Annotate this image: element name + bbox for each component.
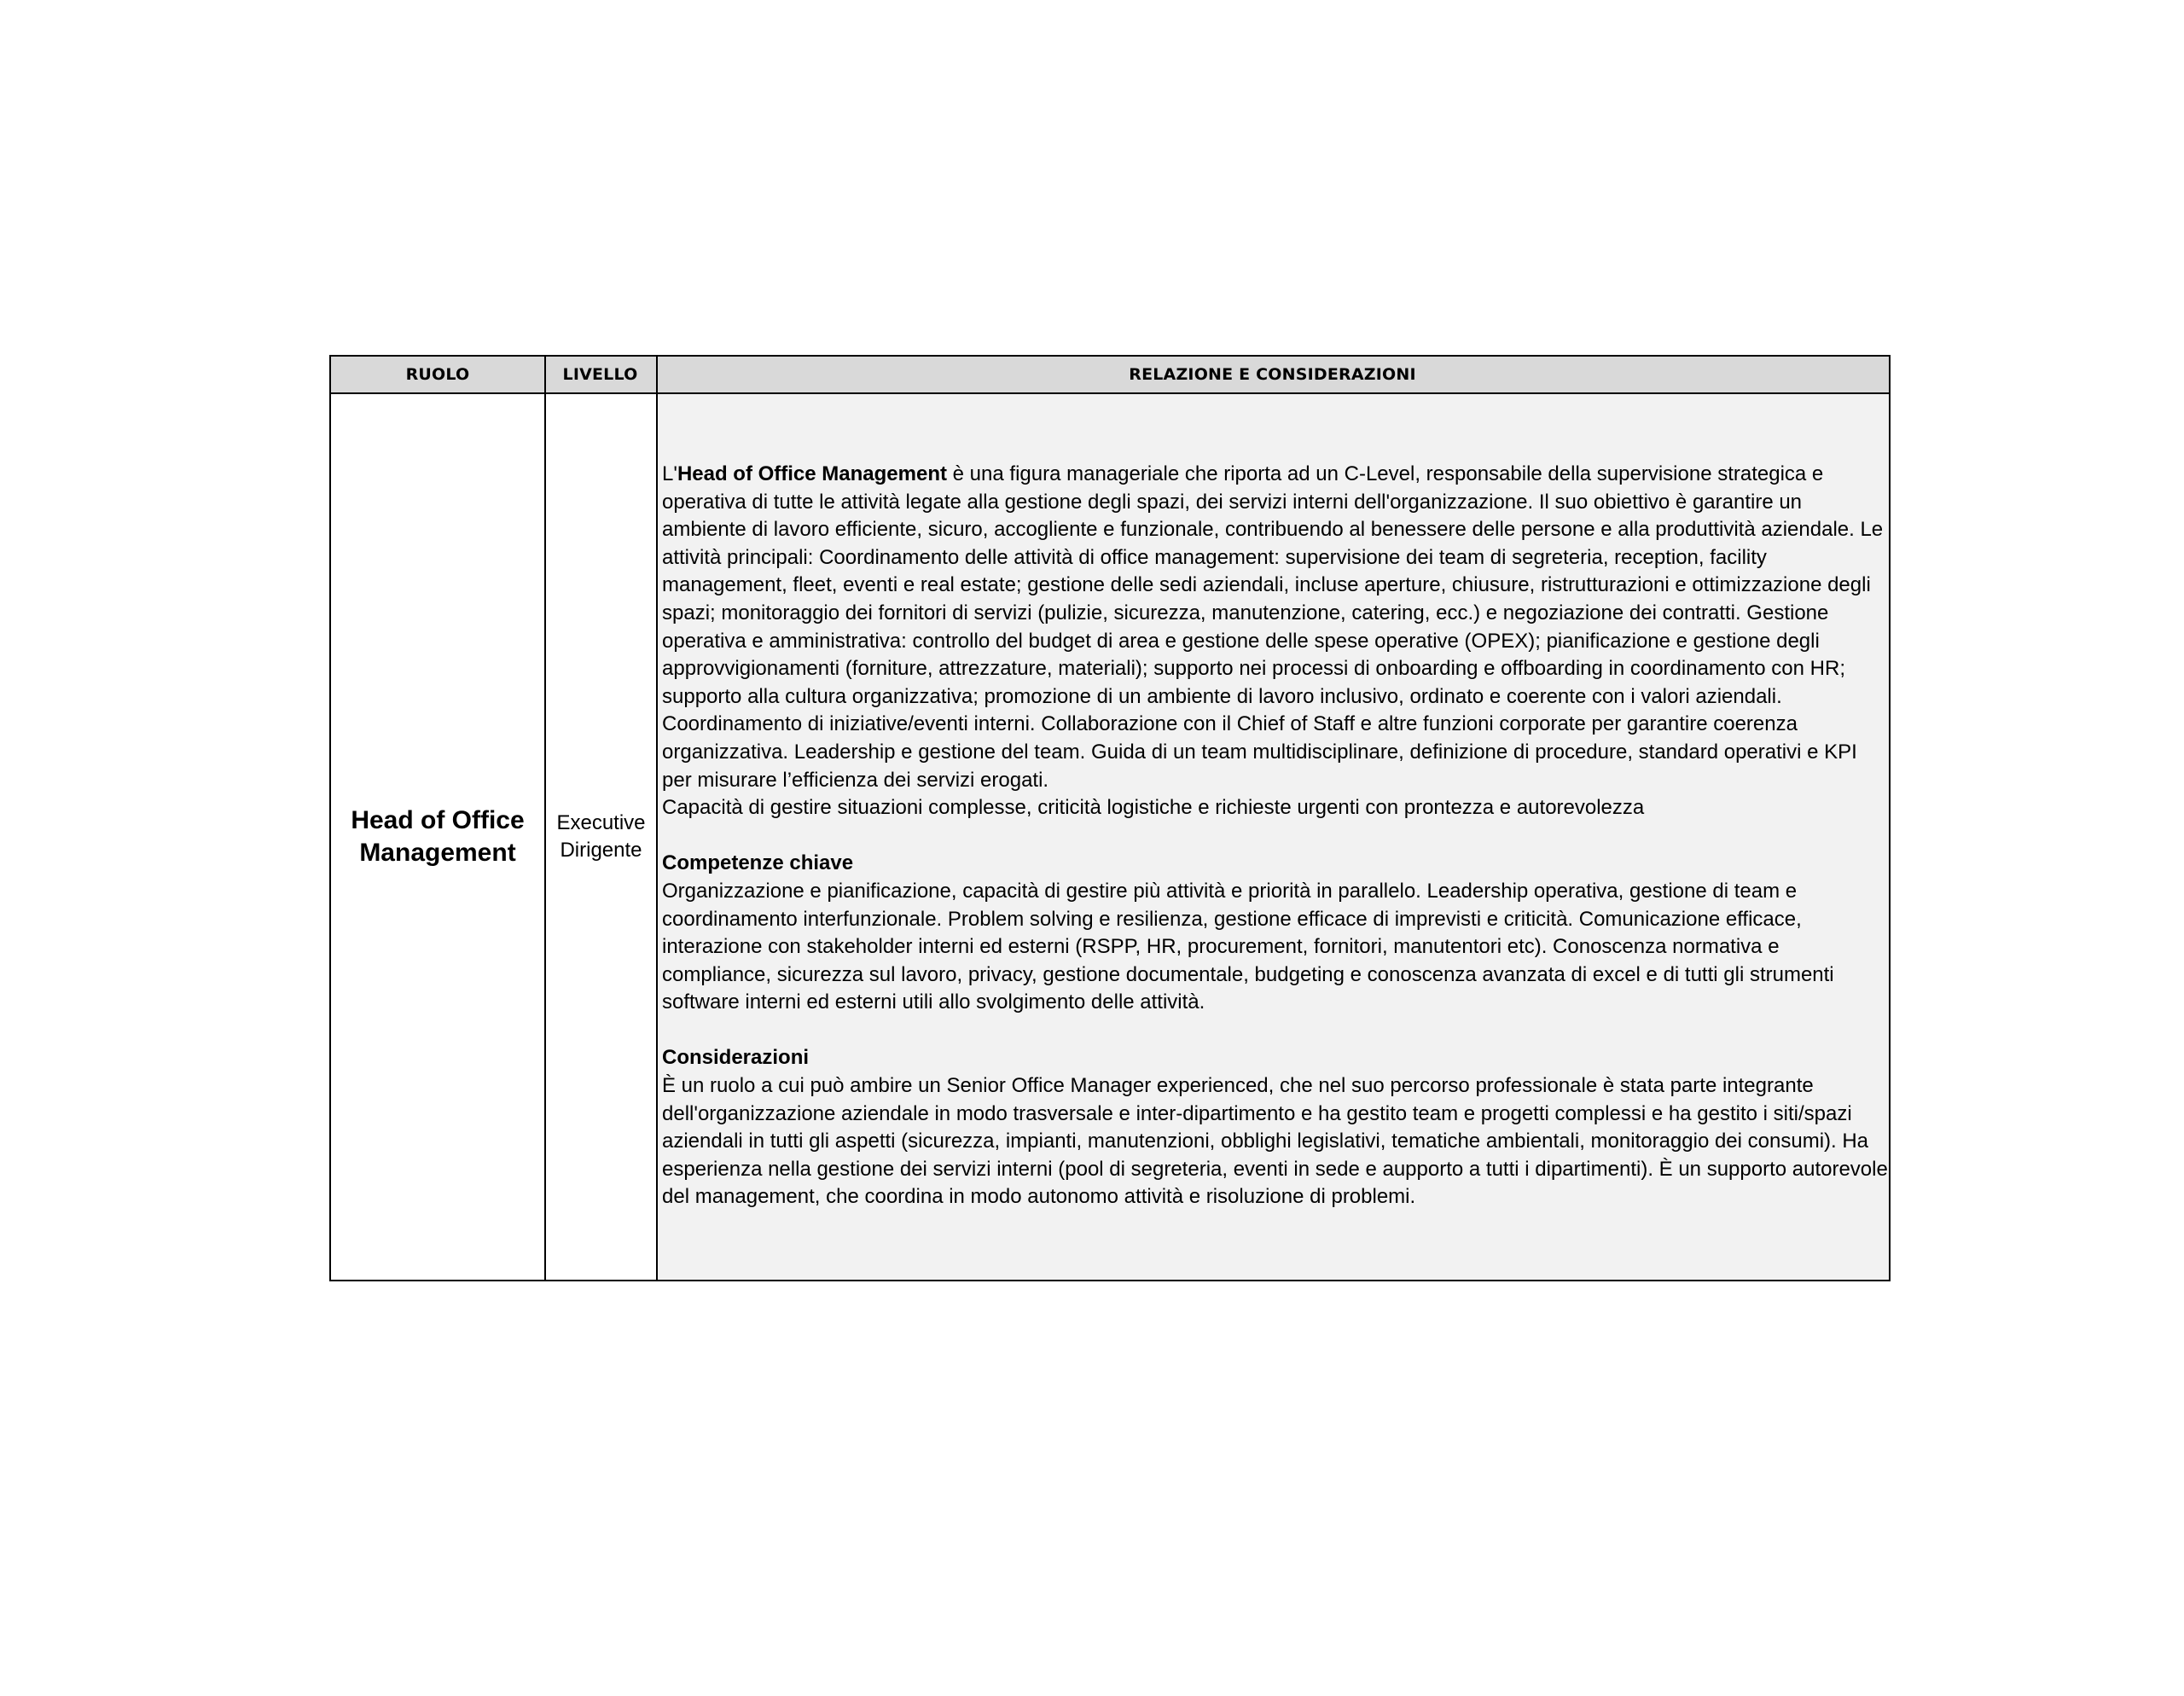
header-livello: LIVELLO — [562, 365, 638, 384]
table-header-row — [331, 357, 1889, 394]
header-ruolo: RUOLO — [405, 365, 470, 384]
role-level — [546, 394, 656, 1280]
level-dirigente: Dirigente — [560, 839, 642, 862]
role-table — [329, 355, 1891, 1281]
level-executive: Executive — [556, 811, 646, 834]
role-title: Head of Office Management — [351, 806, 525, 867]
header-relazione: RELAZIONE E CONSIDERAZIONI — [1129, 365, 1416, 384]
competenze-title: Competenze chiave — [662, 851, 854, 875]
considerazioni-text: È un ruolo a cui può ambire un Senior Office Manager experienced, che nel suo percorso professionale è stata parte integrante dell'organizzazione aziendale in modo trasversale e inter-dipartimento e ha gestito team e progetti complessi e ha gestito i siti/spazi aziendali in tutti gli aspetti (sicurezza, impianti, manutenzioni, obblighi legislativi, tematiche ambientali, monitoraggio dei consumi). Ha esperienza nella gestione dei servizi interni (pool di segreteria, eventi in sede e aupporto a tutti i dipartimenti). È un supporto autorevole del management, che coordina in modo autonomo attività e risoluzione di problemi. — [662, 1074, 1888, 1209]
intro-paragraph — [662, 461, 1889, 794]
considerazioni-title: Considerazioni — [662, 1046, 810, 1070]
table-row — [331, 394, 1889, 1280]
competenze-text: Organizzazione e pianificazione, capacità di gestire più attività e priorità in parallelo. Leadership operativa, gestione di team e coordinamento interfunzionale. Problem solving e resilienza, gestione efficace di imprevisti e criticità. Comunicazione efficace, interazione con stakeholder interni ed esterni (RSPP, HR, procurement, fornitori, manutentori etc). Conoscenza normativa e compliance, sicurezza sul lavoro, privacy, gestione documentale, budgeting e conoscenza avanzata di excel e di tutti gli strumenti software interni ed esterni utili allo svolgimento delle attività. — [662, 879, 1834, 1014]
intro-text: è una figura manageriale che riporta ad un C-Level, responsabile della supervisione strategica e operativa di tutte le attività legate alla gestione degli spazi, dei servizi interni dell'organizzazione. Il suo obiettivo è garantire un ambiente di lavoro efficiente, sicuro, accogliente e funzionale, contribuendo al benessere delle persone e alla produttività aziendale. Le attività principali: Coordinamento delle attività di office management: supervisione dei team di segreteria, reception, facility management, fleet, eventi e real estate; gestione delle sedi aziendali, incluse aperture, chiusure, ristrutturazioni e ottimizzazione degli spazi; monitoraggio dei fornitori di servizi (pulizie, sicurezza, manutenzione, catering, ecc.) e negoziazione dei contratti. Gestione operativa e amministrativa: controllo del budget di area e gestione delle spese operative (OPEX); pianificazione e gestione degli approvvigionamenti (forniture, attrezzature, materiali); supporto nei processi di onboarding e offboarding in coordinamento con HR; supporto alla cultura organizzativa; promozione di un ambiente di lavoro inclusivo, ordinato e coerente con i valori aziendali. Coordinamento di iniziative/eventi interni. Collaborazione con il Chief of Staff e altre funzioni corporate per garantire coerenza organizzativa. Leadership e gestione del team. Guida di un team multidisciplinare, definizione di procedure, standard operativi e KPI per misurare l’efficienza dei servizi erogati. — [662, 462, 1884, 792]
intro-role-name: Head of Office Management — [677, 462, 947, 485]
role-description — [658, 394, 1889, 1280]
intro-prefix: L' — [662, 462, 677, 485]
intro-last-line: Capacità di gestire situazioni complesse, criticità logistiche e richieste urgenti con prontezza e autorevolezza — [662, 796, 1645, 820]
